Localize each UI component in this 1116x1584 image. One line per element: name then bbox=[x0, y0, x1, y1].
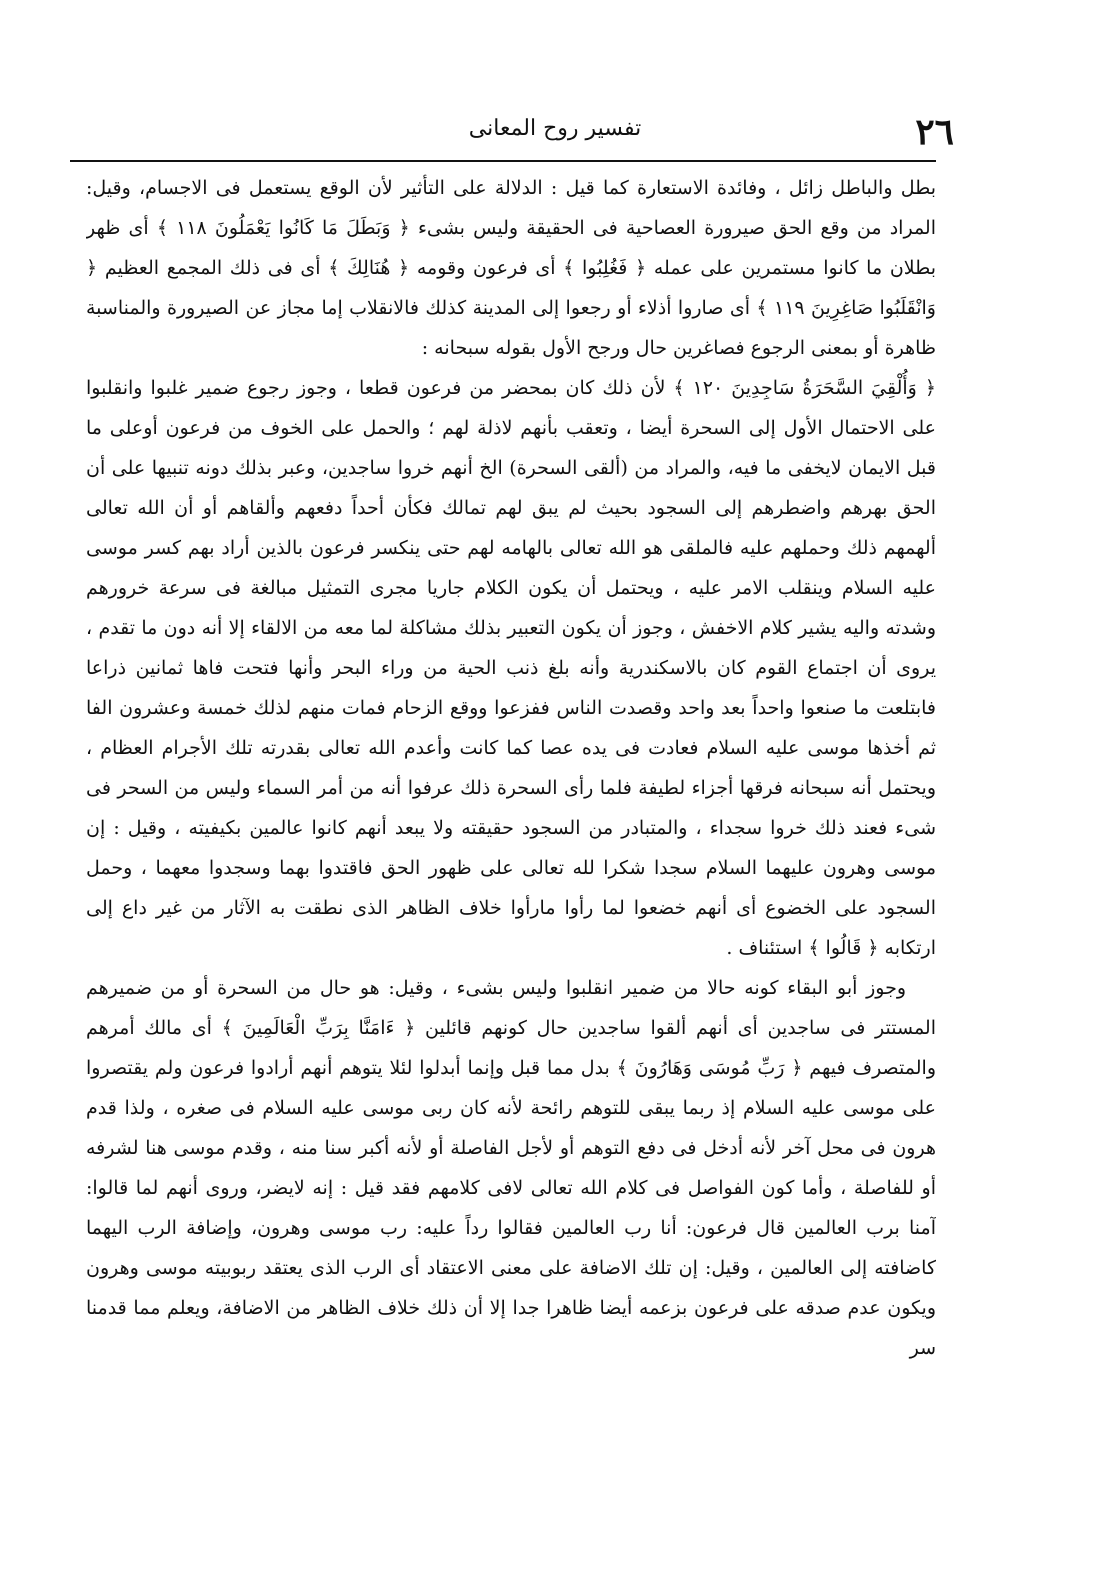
paragraph-1: بطل والباطل زائل ، وفائدة الاستعارة كما قيل : الدلالة على التأثير لأن الوقع يستعمل فى الاجسام، وقيل: المراد من وقع الحق صيرورة العصاحية فى الحقيقة وليس بشىء ﴿ وَبَطَلَ مَا كَانُوا يَعْمَلُونَ ١١٨ ﴾ أى ظهر بطلان ما كانوا مستمرين على عمله ﴿ فَغُلِبُوا ﴾ أى فرعون وقومه ﴿ هُنَالِكَ ﴾ أى فى ذلك المجمع العظيم ﴿ وَانْقَلَبُوا صَاغِرِينَ ١١٩ ﴾ أى صاروا أذلاء أو رجعوا إلى المدينة كذلك فالانقلاب إما مجاز عن الصيرورة والمناسبة ظاهرة أو بمعنى الرجوع فصاغرين حال ورجح الأول بقوله سبحانه : bbox=[86, 177, 936, 359]
page-number: ٢٦ bbox=[915, 111, 954, 153]
paragraph-2: ﴿ وَأُلْقِيَ السَّحَرَةُ سَاجِدِينَ ١٢٠ ﴾ لأن ذلك كان بمحضر من فرعون قطعا ، وجوز رجوع ضمير غلبوا وانقلبوا على الاحتمال الأول إلى السحرة أيضا ، وتعقب بأنهم لاذلة لهم ؛ والحمل على الخوف من فرعون أوعلى ما قبل الايمان لايخفى ما فيه، والمراد من (ألقى السحرة) الخ أنهم خروا ساجدين، وعبر بذلك دونه تنبيها على أن الحق بهرهم واضطرهم إلى السجود بحيث لم يبق لهم تمالك فكأن أحداً دفعهم وألقاهم أو أن الله تعالى ألهمهم ذلك وحملهم عليه فالملقى هو الله تعالى بالهامه لهم حتى ينكسر فرعون بالذين أراد بهم كسر موسى عليه السلام وينقلب الامر عليه ، ويحتمل أن يكون الكلام جاريا مجرى التمثيل مبالغة فى سرعة خرورهم وشدته واليه يشير كلام الاخفش ، وجوز أن يكون التعبير بذلك مشاكلة لما معه من الالقاء إلا أنه دون ما تقدم ، يروى أن اجتماع القوم كان بالاسكندرية وأنه بلغ ذنب الحية من وراء البحر وأنها فتحت فاها ثمانين ذراعا فابتلعت ما صنعوا واحداً بعد واحد وقصدت الناس ففزعوا ووقع الزحام فمات منهم لذلك خمسة وعشرون الفا ثم أخذها موسى عليه السلام فعادت فى يده عصا كما كانت وأعدم الله تعالى بقدرته تلك الأجرام العظام ، ويحتمل أنه سبحانه فرقها أجزاء لطيفة فلما رأى السحرة ذلك عرفوا أنه من أمر السماء وليس من السحر فى شىء فعند ذلك خروا سجداء ، والمتبادر من السجود حقيقته ولا يبعد أنهم كانوا عالمين بكيفيته ، وقيل : إن موسى وهرون عليهما السلام سجدا شكرا لله تعالى على ظهور الحق فاقتدوا بهما وسجدوا معهما ، وحمل السجود على الخضوع أى أنهم خضعوا لما رأوا مارأوا خلاف الظاهر الذى نطقت به الآثار من غير داع إلى ارتكابه ﴿ قَالُوا ﴾ استئناف . bbox=[86, 377, 936, 959]
header-rule bbox=[70, 160, 936, 162]
book-title: تفسير روح المعانى bbox=[468, 116, 642, 141]
page-header bbox=[70, 104, 1040, 160]
body-text bbox=[86, 168, 936, 1548]
paragraph-3: وجوز أبو البقاء كونه حالا من ضمير انقلبوا وليس بشىء ، وقيل: هو حال من السحرة أو من ضميرهم المستتر فى ساجدين أى أنهم ألقوا ساجدين حال كونهم قائلين ﴿ ءَامَنَّا بِرَبِّ الْعَالَمِينَ ﴾ أى مالك أمرهم والمتصرف فيهم ﴿ رَبِّ مُوسَى وَهَارُونَ ﴾ بدل مما قبل وإنما أبدلوا لئلا يتوهم أنهم أرادوا فرعون ولم يقتصروا على موسى عليه السلام إذ ربما يبقى للتوهم رائحة لأنه كان ربى موسى عليه السلام فى صغره ، ولذا قدم هرون فى محل آخر لأنه أدخل فى دفع التوهم أو لأجل الفاصلة أو لأنه أكبر سنا منه ، وقدم موسى هنا لشرفه أو للفاصلة ، وأما كون الفواصل فى كلام الله تعالى لافى كلامهم فقد قيل : إنه لايضر، وروى أنهم لما قالوا: آمنا برب العالمين قال فرعون: أنا رب العالمين فقالوا رداً عليه: رب موسى وهرون، وإضافة الرب اليهما كاضافته إلى العالمين ، وقيل: إن تلك الاضافة على معنى الاعتقاد أى الرب الذى يعتقد ربوبيته موسى وهرون ويكون عدم صدقه على فرعون بزعمه أيضا ظاهرا جدا إلا أن ذلك خلاف الظاهر من الاضافة، ويعلم مما قدمنا سر bbox=[86, 977, 936, 1359]
